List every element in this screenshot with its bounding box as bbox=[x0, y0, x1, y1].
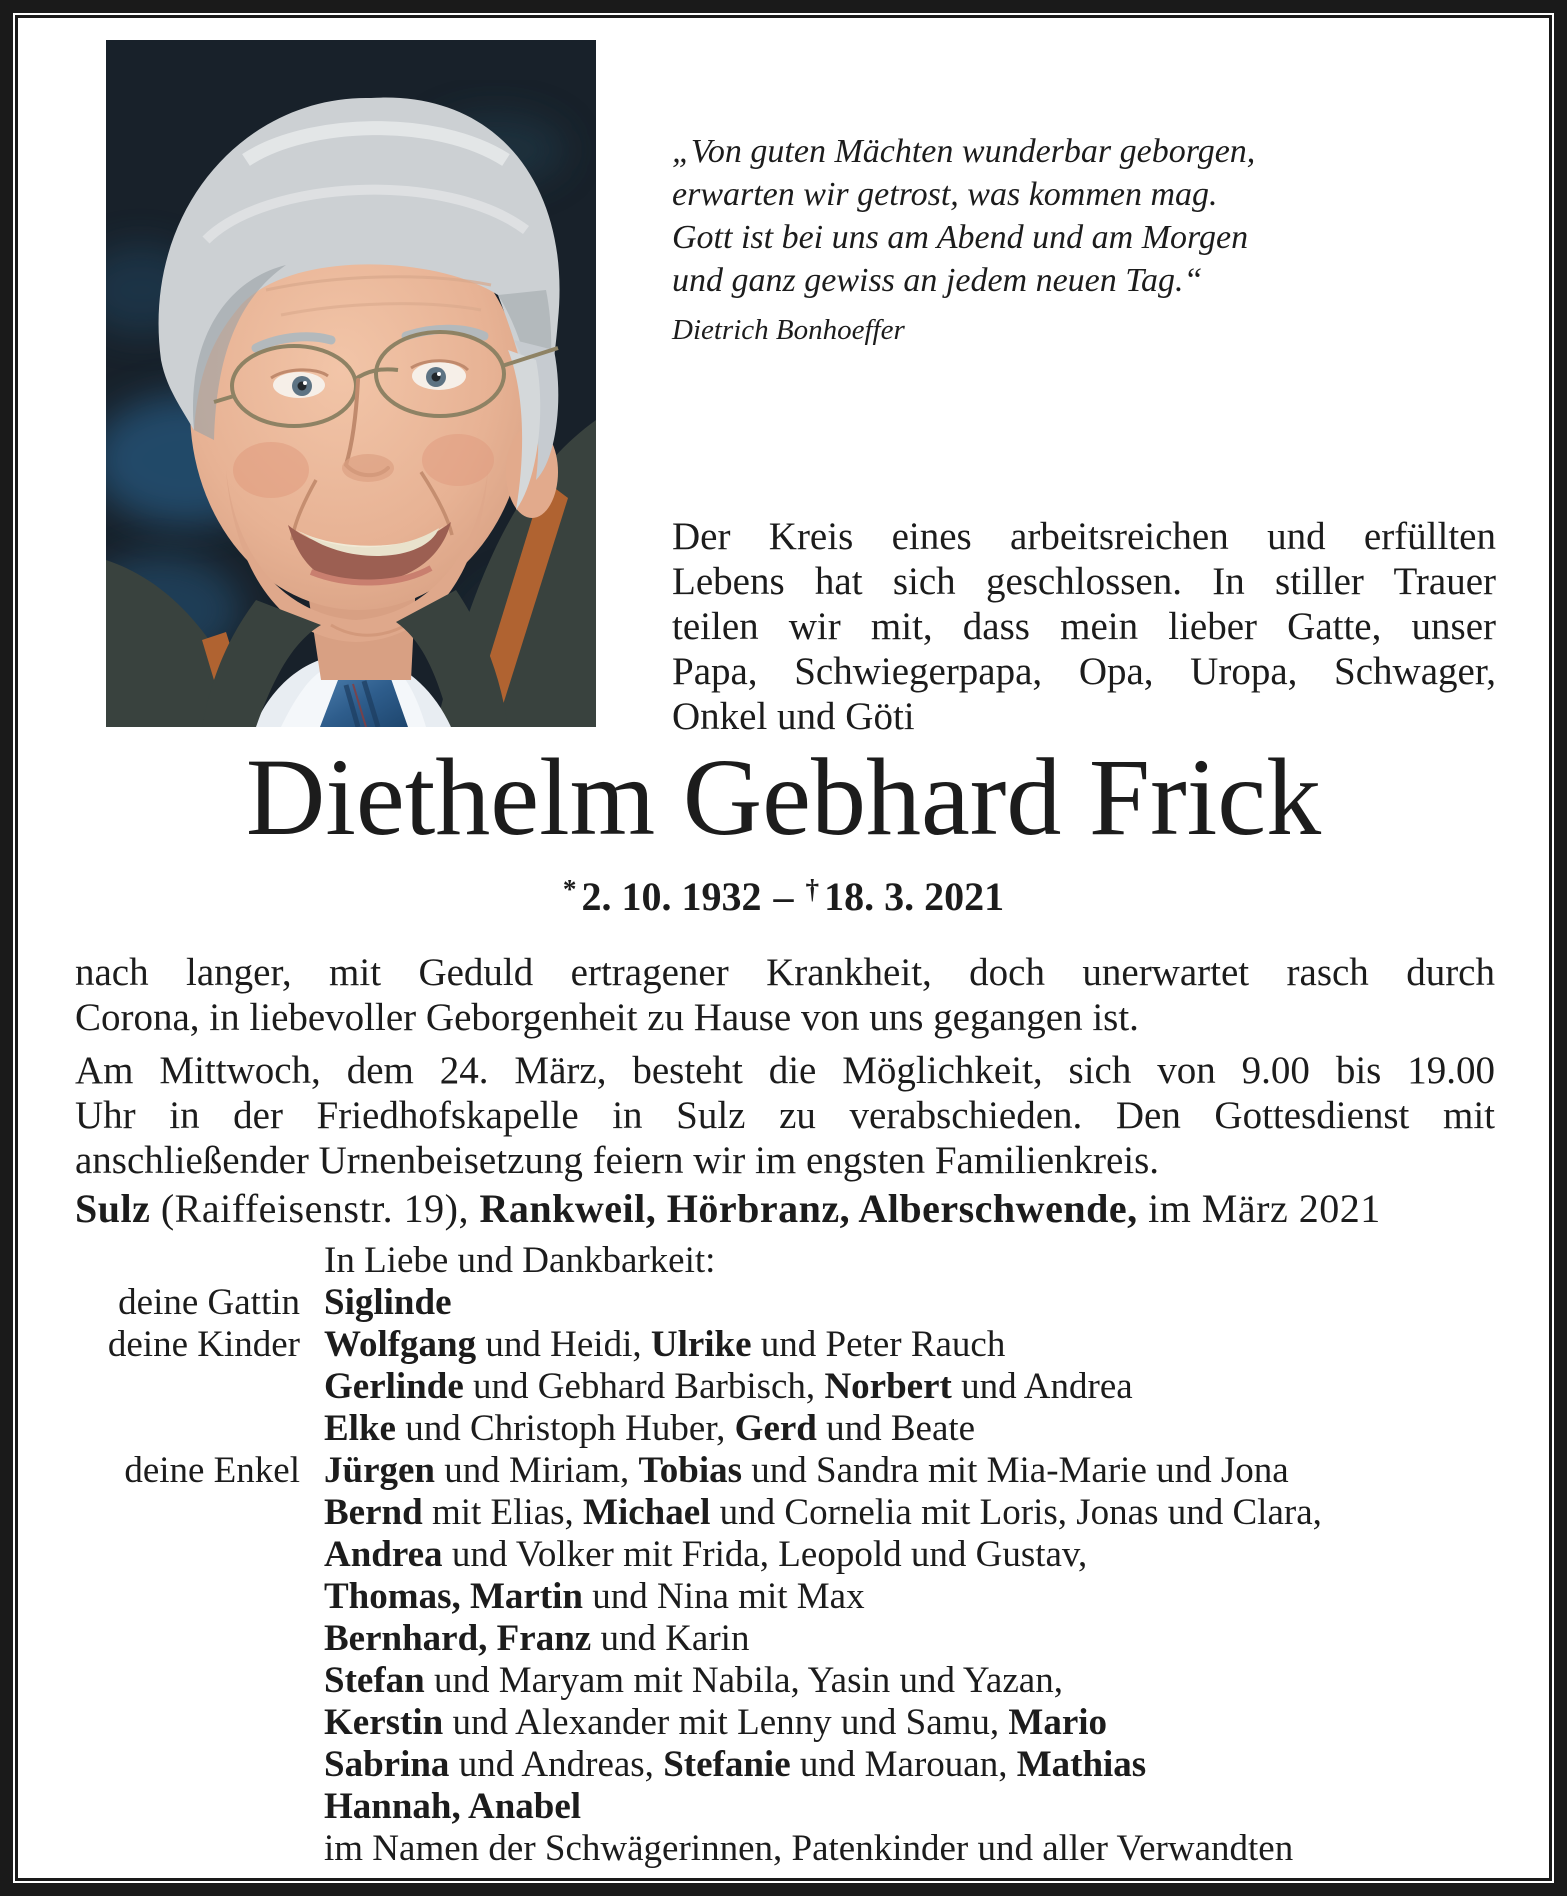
relation-label: deine Kinder bbox=[107, 1324, 300, 1365]
plain-text: und Beate bbox=[816, 1408, 976, 1449]
family-names bbox=[324, 1240, 715, 1282]
bold-name-text: Gerlinde bbox=[324, 1366, 464, 1407]
plain-text: und Heidi, bbox=[476, 1324, 651, 1365]
bold-name-text: Sabrina bbox=[324, 1744, 450, 1785]
family-row bbox=[0, 1534, 1546, 1576]
family-names bbox=[324, 1324, 1005, 1366]
plain-text: und Gebhard Barbisch, bbox=[463, 1366, 825, 1407]
bold-name-text: Kerstin bbox=[324, 1702, 444, 1743]
portrait-illustration bbox=[106, 40, 596, 727]
intro-line: Onkel und Göti bbox=[672, 695, 915, 738]
places-line bbox=[75, 1186, 1381, 1232]
family-names bbox=[324, 1828, 1293, 1870]
relation-label bbox=[0, 1618, 300, 1660]
plain-text: und Sandra mit Mia-Marie und Jona bbox=[742, 1450, 1289, 1491]
plain-text: und Karin bbox=[591, 1618, 750, 1659]
family-names bbox=[324, 1282, 452, 1324]
death-date: 18. 3. 2021 bbox=[824, 874, 1005, 919]
bold-name-text: Wolfgang bbox=[324, 1324, 477, 1365]
relation-label bbox=[0, 1492, 300, 1534]
relation-label: deine Gattin bbox=[118, 1282, 300, 1323]
deceased-name: Diethelm Gebhard Frick bbox=[245, 736, 1322, 858]
bold-name-text: Norbert bbox=[824, 1366, 952, 1407]
family-names bbox=[324, 1660, 1063, 1702]
plain-text: und Andreas, bbox=[449, 1744, 664, 1785]
relation-label bbox=[0, 1660, 300, 1702]
quote-line: „Von guten Mächten wunderbar geborgen, bbox=[672, 133, 1256, 170]
family-names bbox=[324, 1366, 1133, 1408]
intro-line: Papa, Schwiegerpapa, Opa, Uropa, Schwager, bbox=[672, 650, 1496, 693]
bold-name-text: Tobias bbox=[638, 1450, 743, 1491]
plain-text: und Marouan, bbox=[790, 1744, 1017, 1785]
family-names bbox=[324, 1618, 749, 1660]
bold-name-text: Elke bbox=[324, 1408, 396, 1449]
plain-text: und Christoph Huber, bbox=[395, 1408, 735, 1449]
plain-text: und Peter Rauch bbox=[751, 1324, 1006, 1365]
announcement-line: anschließender Urnenbeisetzung feiern wir im engsten Familienkreis. bbox=[75, 1139, 1160, 1182]
family-row bbox=[0, 1408, 1546, 1450]
birth-date: 2. 10. 1932 bbox=[581, 874, 762, 919]
plain-text: und Nina mit Max bbox=[583, 1576, 865, 1617]
family-row bbox=[0, 1744, 1546, 1786]
plain-text: und Alexander mit Lenny und Samu, bbox=[443, 1702, 1009, 1743]
relation-label bbox=[0, 1240, 300, 1282]
announcement-line: nach langer, mit Geduld ertragener Krankheit, doch unerwartet rasch durch bbox=[75, 951, 1495, 994]
family-row bbox=[0, 1702, 1546, 1744]
family-row bbox=[0, 1618, 1546, 1660]
family-row bbox=[0, 1366, 1546, 1408]
bold-name-text: Hannah, Anabel bbox=[324, 1786, 582, 1827]
plain-text: In Liebe und Dankbarkeit: bbox=[324, 1240, 716, 1281]
family-names bbox=[324, 1408, 975, 1450]
bold-name-text: Andrea bbox=[324, 1534, 443, 1575]
relation-label bbox=[0, 1534, 300, 1576]
family-names bbox=[324, 1492, 1322, 1534]
family-names bbox=[324, 1702, 1107, 1744]
family-row bbox=[0, 1786, 1546, 1828]
bold-name-text: Mario bbox=[1008, 1702, 1108, 1743]
bold-name-text: Jürgen bbox=[324, 1450, 435, 1491]
bold-name-text: Michael bbox=[583, 1492, 711, 1533]
quote-attribution: Dietrich Bonhoeffer bbox=[672, 314, 905, 346]
bold-name-text: Rankweil, Hörbranz, Alberschwende, bbox=[479, 1186, 1149, 1231]
family-list bbox=[0, 1240, 1546, 1870]
relation-label bbox=[0, 1702, 300, 1744]
family-names bbox=[324, 1450, 1289, 1492]
family-row bbox=[0, 1828, 1546, 1870]
birth-star-symbol: * bbox=[562, 873, 577, 904]
intro-line: Der Kreis eines arbeitsreichen und erfüllten bbox=[672, 515, 1496, 558]
family-row bbox=[0, 1450, 1546, 1492]
intro-paragraph bbox=[672, 514, 1496, 739]
quote-lines bbox=[672, 130, 1255, 302]
dates-separator: – bbox=[773, 874, 794, 919]
family-names bbox=[324, 1744, 1146, 1786]
family-names bbox=[324, 1786, 581, 1828]
relation-label bbox=[0, 1408, 300, 1450]
relation-label bbox=[0, 1576, 300, 1618]
bold-name-text: Bernhard, Franz bbox=[324, 1618, 592, 1659]
intro-line: Lebens hat sich geschlossen. In stiller Trauer bbox=[672, 560, 1496, 603]
announcement-line: Uhr in der Friedhofskapelle in Sulz zu verabschieden. Den Gottesdienst mit bbox=[75, 1094, 1495, 1137]
death-cross-symbol: † bbox=[805, 873, 820, 904]
bold-name-text: Mathias bbox=[1016, 1744, 1147, 1785]
intro-line: teilen wir mit, dass mein lieber Gatte, unser bbox=[672, 605, 1496, 648]
quote-block bbox=[672, 130, 1255, 348]
family-names bbox=[324, 1576, 865, 1618]
family-row bbox=[0, 1282, 1546, 1324]
relation-label bbox=[0, 1366, 300, 1408]
bold-name-text: Ulrike bbox=[650, 1324, 752, 1365]
quote-line: Gott ist bei uns am Abend und am Morgen bbox=[672, 219, 1249, 256]
plain-text: und Andrea bbox=[951, 1366, 1133, 1407]
plain-text: und Miriam, bbox=[435, 1450, 639, 1491]
bold-name-text: Stefanie bbox=[663, 1744, 791, 1785]
relation-label bbox=[0, 1744, 300, 1786]
plain-text: (Raiffeisenstr. 19), bbox=[160, 1186, 480, 1231]
family-names bbox=[324, 1534, 1087, 1576]
bold-name-text: Bernd bbox=[324, 1492, 423, 1533]
bold-name-text: Stefan bbox=[324, 1660, 425, 1701]
plain-text: im Namen der Schwägerinnen, Patenkinder und aller Verwandten bbox=[324, 1828, 1294, 1869]
relation-label: deine Enkel bbox=[124, 1450, 300, 1491]
relation-label bbox=[0, 1828, 300, 1870]
announcement-line: Am Mittwoch, dem 24. März, besteht die Möglichkeit, sich von 9.00 bis 19.00 bbox=[75, 1049, 1495, 1092]
announcement-line: Corona, in liebevoller Geborgenheit zu Hause von uns gegangen ist. bbox=[75, 996, 1139, 1039]
quote-line: erwarten wir getrost, was kommen mag. bbox=[672, 176, 1218, 213]
announcement-paragraph-1 bbox=[75, 950, 1495, 1040]
plain-text: im März 2021 bbox=[1148, 1186, 1381, 1231]
bold-name-text: Sulz bbox=[75, 1186, 161, 1231]
plain-text: und Cornelia mit Loris, Jonas und Clara, bbox=[710, 1492, 1322, 1533]
quote-line: und ganz gewiss an jedem neuen Tag.“ bbox=[672, 262, 1203, 299]
portrait-photo bbox=[106, 40, 596, 727]
family-row bbox=[0, 1324, 1546, 1366]
family-row bbox=[0, 1492, 1546, 1534]
life-dates bbox=[0, 874, 1567, 924]
bold-name-text: Gerd bbox=[734, 1408, 817, 1449]
announcement-paragraph-2 bbox=[75, 1048, 1495, 1183]
relation-label bbox=[0, 1786, 300, 1828]
plain-text: und Maryam mit Nabila, Yasin und Yazan, bbox=[424, 1660, 1063, 1701]
plain-text: mit Elias, bbox=[422, 1492, 584, 1533]
bold-name-text: Siglinde bbox=[324, 1282, 452, 1323]
plain-text: und Volker mit Frida, Leopold und Gustav, bbox=[442, 1534, 1088, 1575]
family-row bbox=[0, 1240, 1546, 1282]
family-row bbox=[0, 1660, 1546, 1702]
bold-name-text: Thomas, Martin bbox=[324, 1576, 583, 1617]
family-row bbox=[0, 1576, 1546, 1618]
